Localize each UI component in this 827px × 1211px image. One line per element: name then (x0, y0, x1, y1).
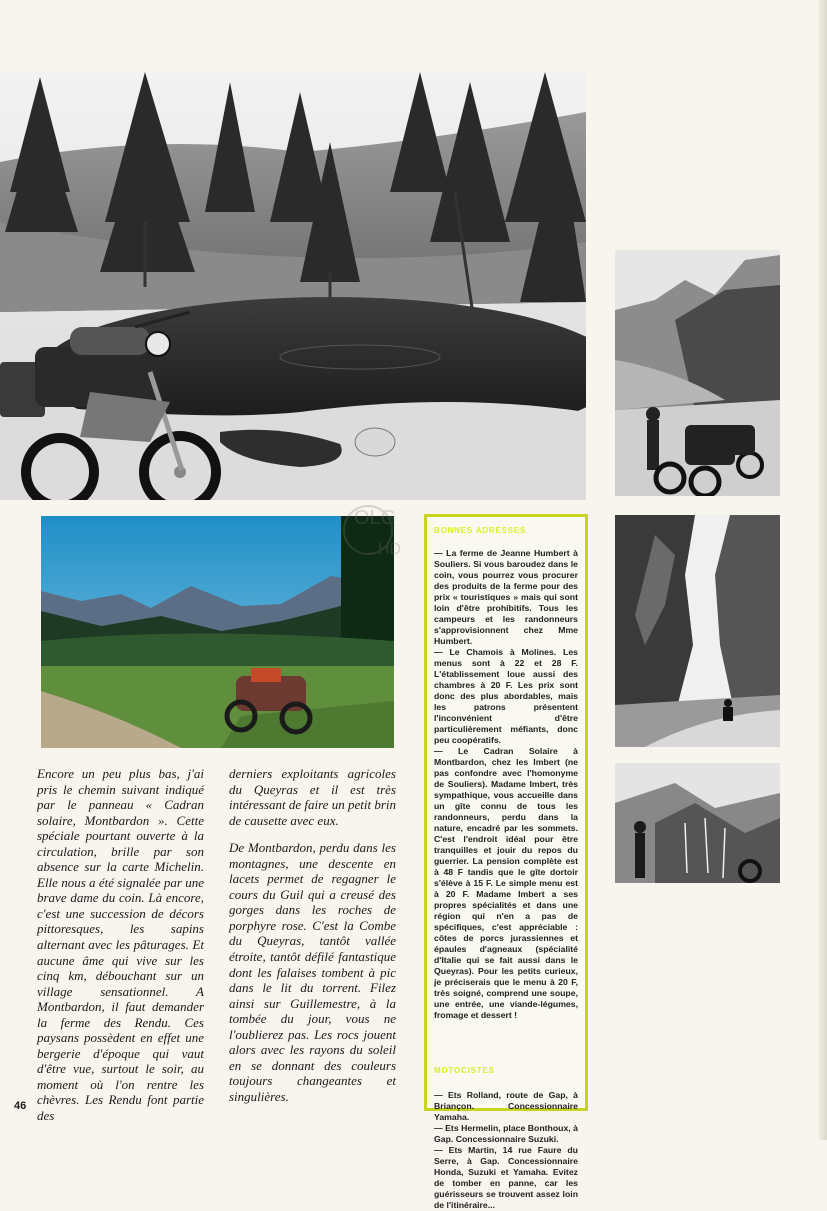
photo-motorcycle-lake (0, 72, 586, 500)
watermark-logo (338, 494, 420, 566)
page-edge (818, 0, 827, 1140)
dealer-item: — Ets Martin, 14 rue Faure du Serre, à Gap. Concessionnaire Honda, Suzuki et Yamaha. Evitez de tomber en panne, car les guérisseurs se trouvent assez loin de l'itinéraire... (434, 1145, 578, 1210)
watermark-sub: HD (378, 541, 402, 558)
address-item: — Le Cadran Solaire à Montbardon, chez les Imbert (ne pas confondre avec l'homonyme de Souliers). Madame Imbert, très sympathique, vous accueille dans un gîte connu de tous les randonneurs, perdu dans la nature, encadré par les sommets. C'est l'endroit idéal pour être tranquilles et jouir du repos du guerrier. La pension complète est à 48 F tandis que le gîte dortoir s'élève à 15 F. Le simple menu est à 20 F. Madame Imbert a ses propres spécialités et dans une région qui n'en a pas de spécifiques, c'est appréciable : côtes de porcs jurassiennes et épaules d'agneaux (spécialité d'Italie qui se fait aussi dans le Queyras). Pour les petits curieux, je préciserais que le menu à 20 F, très soigné, comprend une soupe, une entrée, une viande-légumes, fromage et dessert ! (434, 746, 578, 1020)
photo-gorge-road (615, 515, 780, 747)
address-item: — La ferme de Jeanne Humbert à Souliers. Si vous baroudez dans le coin, vous pourrez vous procurer des produits de la ferme pour des prix « touristiques » mais qui sont loin d'être prohibitifs. Tous les campeurs et les randonneurs s'approvisionnent chez Mme Humbert. (434, 548, 578, 646)
article-paragraph: Encore un peu plus bas, j'ai pris le chemin suivant indiqué par le panneau « Cadran solaire, Montbardon ». Cette spéciale pourtant ouverte à la circulation, brille par son absence sur la carte Michelin. Elle nous a été signalée par une brave dame du coin. Là encore, c'est une succession de décors pittoresques, les sapins alternant avec les pâturages. Et aucune âme qui vive sur les cinq km, débouchant sur un village sensationnel. A Montbardon, il faut demander la ferme des Rendu. Ces paysans possèdent en effet une bergerie d'époque qui vaut d'être vue, surtout le soir, au moment où l'on rentre les chèvres. Les Rendu font partie des (37, 766, 204, 1124)
addresses-sidebar (424, 514, 588, 1210)
dealer-item: — Ets Rolland, route de Gap, à Briançon. Concessionnaire Yamaha. (434, 1090, 578, 1122)
article-column-1 (37, 766, 204, 1124)
address-item: — Le Chamois à Molines. Les menus sont à 22 et 28 F. L'établissement loue aussi des chambres à 20 F. Les prix sont donc des plus abordables, mais les patrons présentent l'inconvénient d'être particulièrement méfiants, donc peu coopératifs. (434, 647, 578, 745)
photo-rider-slope (615, 763, 780, 883)
article-paragraph: De Montbardon, perdu dans les montagnes, une descente en lacets permet de regagner le cours du Guil qui a creusé des gorges dans les roches de porphyre rose. C'est la Combe du Queyras, tantôt vallée étroite, tantôt défilé fantastique dont les falaises tombent à pic dans le lit du torrent. Filez ainsi sur Guillemestre, à la tombée du jour, vous ne l'oublierez pas. Les rocs jouent alors avec les rayons du soleil en se donnant des couleurs toujours changeantes et singulières. (229, 840, 396, 1104)
page-number: 46 (14, 1100, 27, 1112)
article-column-2 (229, 766, 396, 1104)
sidebar-heading-motocistes: MOTOCISTES (434, 1066, 495, 1075)
watermark-text: OLG (354, 507, 397, 529)
dealer-item: — Ets Hermelin, place Bonthoux, à Gap. Concessionnaire Suzuki. (434, 1123, 578, 1144)
photo-riders-pass (615, 250, 780, 496)
sidebar-heading-addresses: BONNES ADRESSES (434, 526, 527, 535)
article-paragraph: derniers exploitants agricoles du Queyras et il est très intéressant de faire un petit brin de causette avec eux. (229, 766, 396, 828)
